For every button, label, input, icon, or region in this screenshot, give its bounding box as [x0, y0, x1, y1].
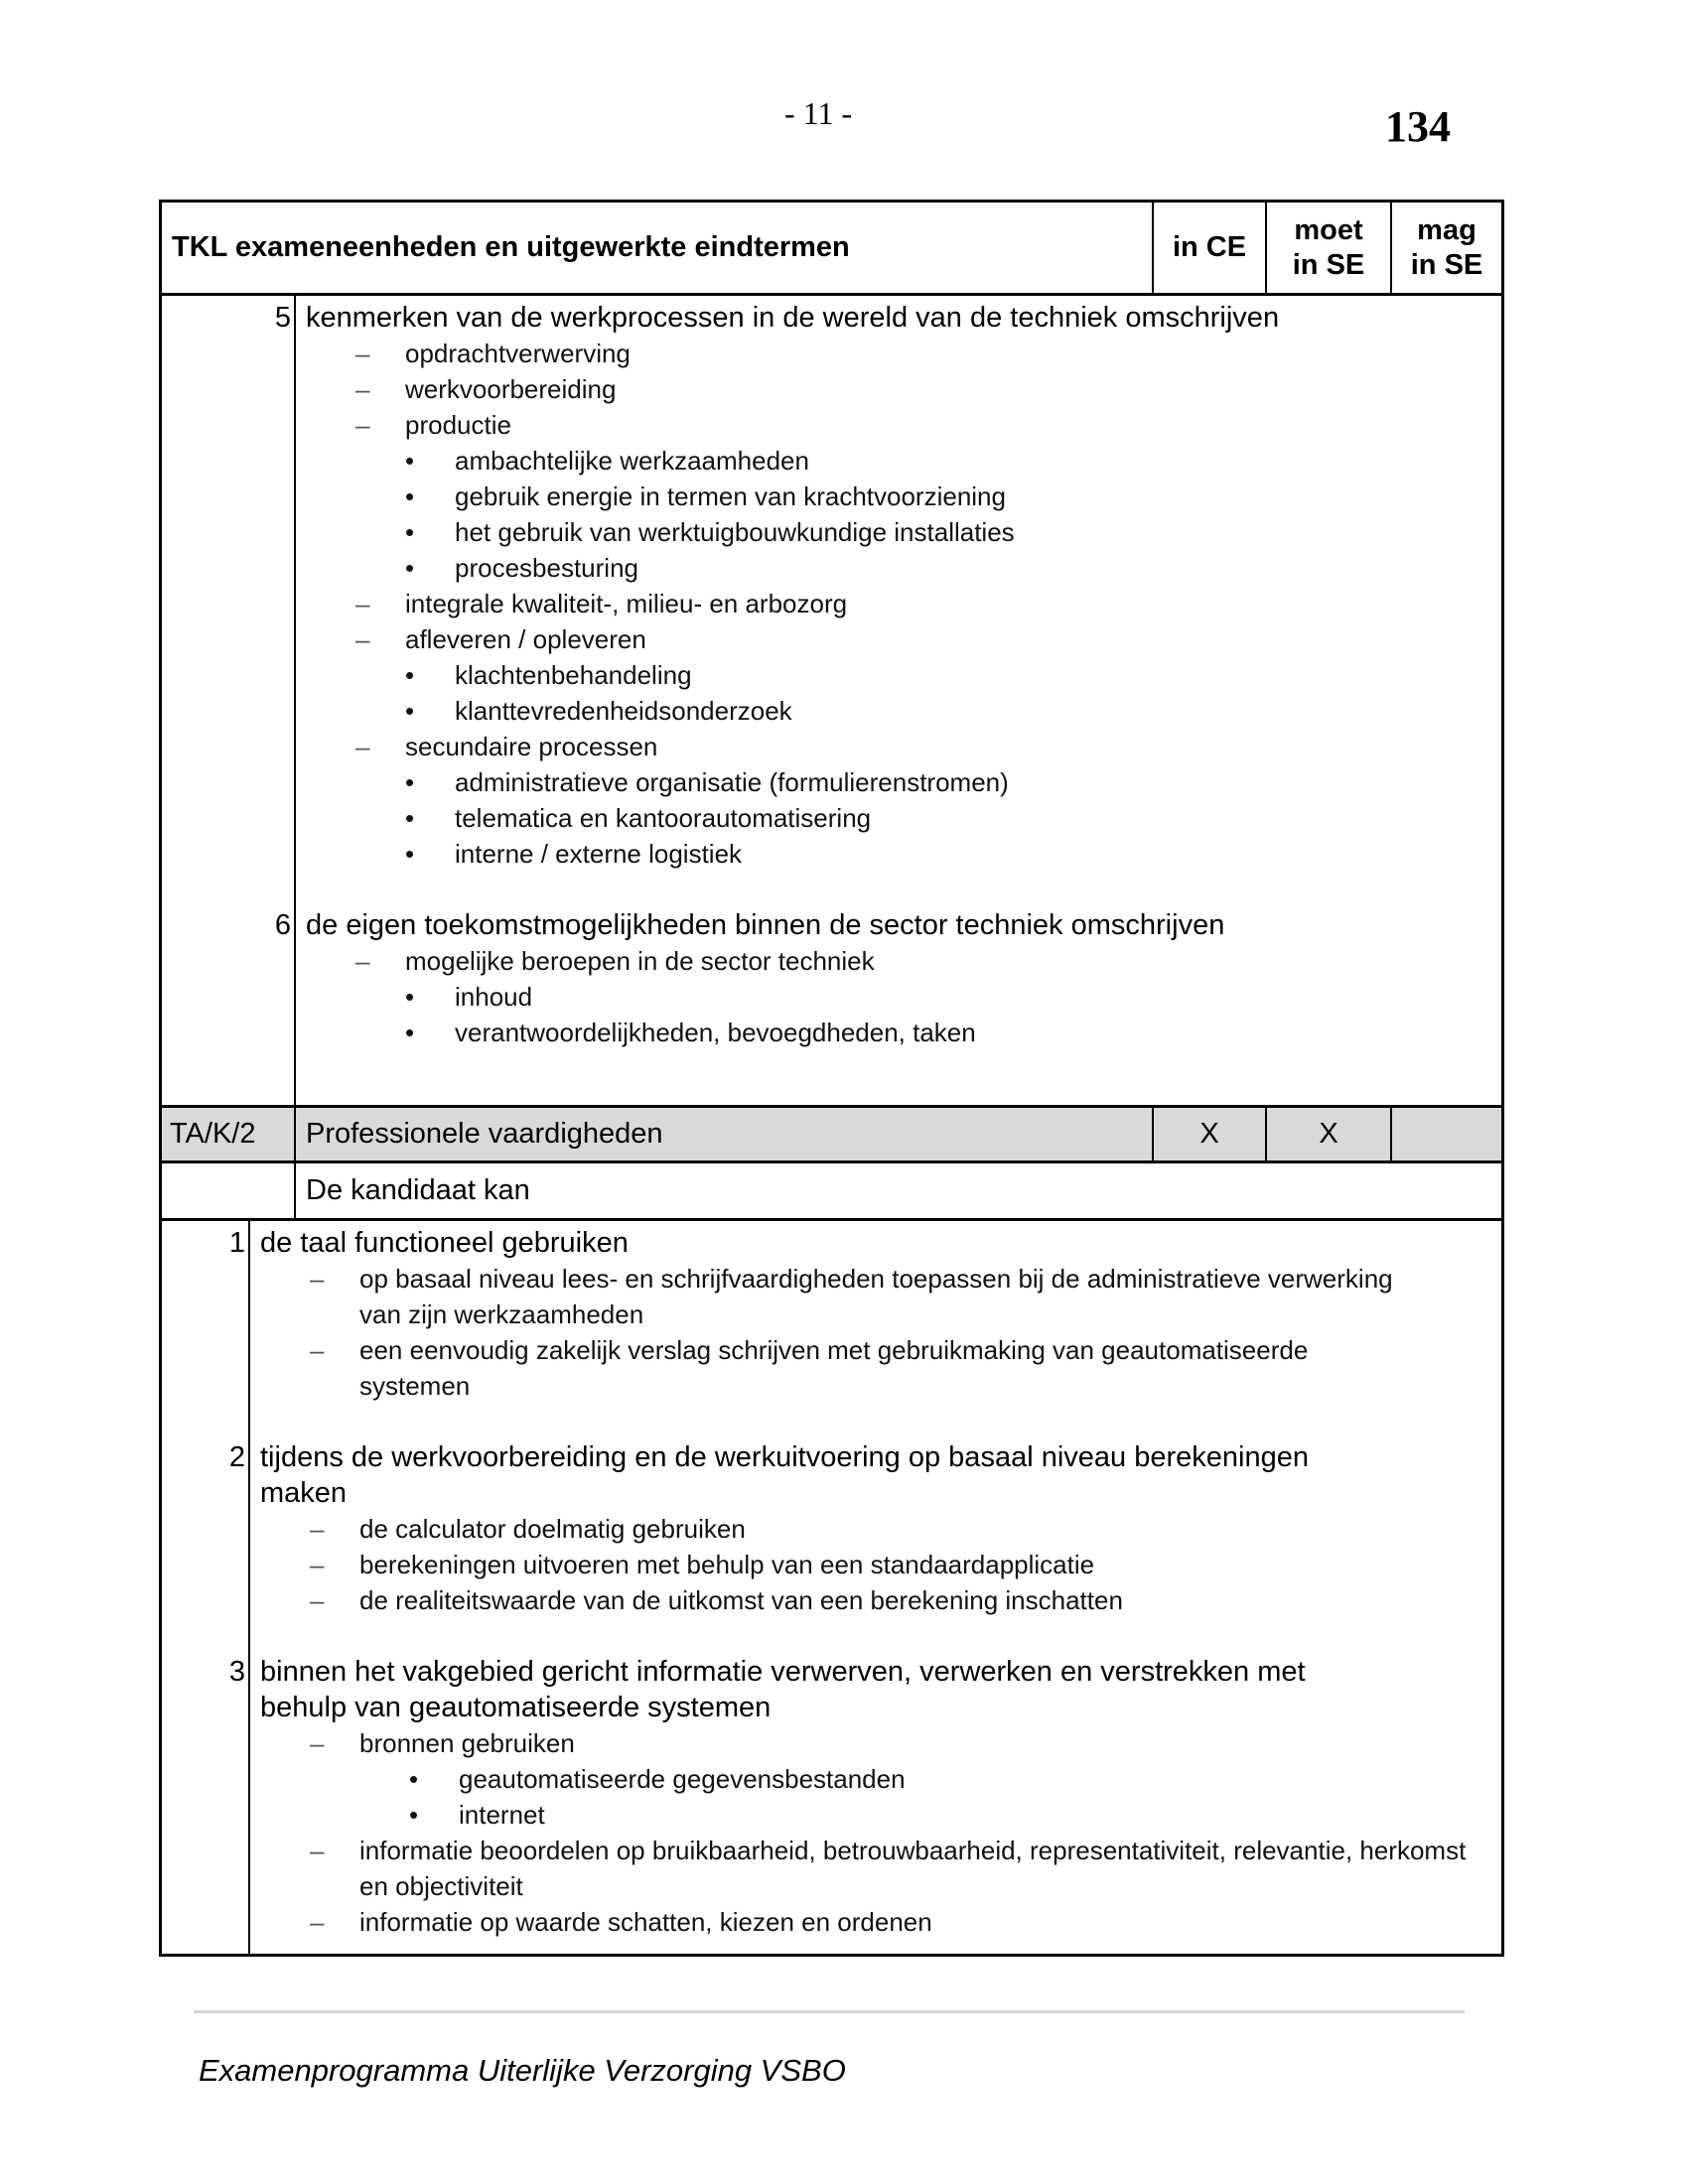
item-number: 3	[228, 1656, 245, 1688]
intro-text: De kandidaat kan	[306, 1174, 530, 1206]
dash-icon: –	[310, 1728, 325, 1758]
item-number: 5	[274, 302, 291, 334]
header-mag-line1: mag	[1417, 213, 1477, 246]
bullet-icon: •	[405, 481, 415, 511]
dash-icon: –	[310, 1514, 325, 1544]
dash-icon: –	[355, 946, 370, 976]
sub-item: – informatie op waarde schatten, kiezen en ordenen	[260, 1904, 1501, 1940]
eindterm-item	[228, 1439, 1362, 1511]
sub-item: – secundaire processen	[306, 729, 1501, 764]
item-number: 2	[228, 1441, 245, 1473]
sub-item: – een eenvoudig zakelijk verslag schrijven met gebruikmaking van geautomatiseerde systemen	[260, 1332, 1402, 1404]
section2-row	[162, 1221, 1501, 1954]
bullet-icon: •	[409, 1764, 419, 1794]
exam-table	[159, 200, 1504, 1957]
bullet-item: • inhoud	[306, 979, 1501, 1015]
unit-in-ce: X	[1152, 1108, 1265, 1160]
eindterm-item	[274, 907, 1501, 943]
sub-item: – werkvoorbereiding	[306, 371, 1501, 407]
unit-code: TA/K/2	[162, 1108, 296, 1160]
dash-icon: –	[310, 1585, 325, 1615]
table-header-row	[162, 203, 1501, 296]
sub-item: – afleveren / opleveren	[306, 621, 1501, 657]
bullet-icon: •	[405, 696, 415, 726]
item-title: tijdens de werkvoorbereiding en de werkuitvoering op basaal niveau berekeningen maken	[260, 1441, 1309, 1509]
bullet-item: • telematica en kantoorautomatisering	[306, 800, 1501, 836]
unit-title: Professionele vaardigheden	[306, 1118, 663, 1150]
footer-divider	[194, 2010, 1465, 2013]
bullet-icon: •	[405, 1018, 415, 1047]
sub-item: – opdrachtverwerving	[306, 336, 1501, 371]
item-title: kenmerken van de werkprocessen in de wereld van de techniek omschrijven	[306, 302, 1280, 334]
sub-item: – integrale kwaliteit-, milieu- en arbozorg	[306, 586, 1501, 621]
bullet-icon: •	[405, 660, 415, 690]
dash-icon: –	[355, 624, 370, 654]
bullet-item: • klanttevredenheidsonderzoek	[306, 693, 1501, 729]
bullet-item: • verantwoordelijkheden, bevoegdheden, taken	[306, 1015, 1501, 1050]
bullet-icon: •	[405, 446, 415, 476]
eindterm-item	[274, 300, 1501, 336]
bullet-item: • het gebruik van werktuigbouwkundige installaties	[306, 514, 1501, 550]
bullet-item: • interne / externe logistiek	[306, 836, 1501, 872]
header-moet-line1: moet	[1294, 213, 1363, 246]
dash-icon: –	[310, 1550, 325, 1579]
footer-title: Examenprogramma Uiterlijke Verzorging VSBO	[199, 2053, 846, 2088]
dash-icon: –	[355, 732, 370, 761]
bullet-item: • klachtenbehandeling	[306, 657, 1501, 693]
dash-icon: –	[355, 410, 370, 440]
bullet-item: • geautomatiseerde gegevensbestanden	[260, 1761, 1501, 1797]
sub-item: – de realiteitswaarde van de uitkomst van een berekening inschatten	[260, 1582, 1501, 1618]
bullet-item: • procesbesturing	[306, 550, 1501, 586]
page-number: - 11 -	[784, 95, 853, 131]
unit-moet-in-se: X	[1265, 1108, 1390, 1160]
unit-row	[162, 1108, 1501, 1163]
sub-item: – mogelijke beroepen in de sector techniek	[306, 943, 1501, 979]
header-in-ce: in CE	[1152, 203, 1265, 293]
bullet-icon: •	[405, 839, 415, 869]
dash-icon: –	[310, 1264, 325, 1294]
header-moet-in-se	[1265, 203, 1390, 293]
bullet-icon: •	[409, 1800, 419, 1830]
header-mag-line2: in SE	[1410, 248, 1483, 281]
sub-item: – informatie beoordelen op bruikbaarheid, betrouwbaarheid, representativiteit, relevantie, herkomst en objectiviteit	[260, 1833, 1501, 1904]
eindterm-item	[228, 1654, 1362, 1725]
item-title: de taal functioneel gebruiken	[260, 1227, 629, 1259]
item-title: binnen het vakgebied gericht informatie verwerven, verwerken en verstrekken met behulp van geautomatiseerde systemen	[260, 1656, 1306, 1723]
eindterm-item	[228, 1225, 1501, 1261]
dash-icon: –	[310, 1836, 325, 1865]
bullet-item: • internet	[260, 1797, 1501, 1833]
item-number: 1	[228, 1227, 245, 1259]
intro-row	[162, 1163, 1501, 1221]
dash-icon: –	[310, 1335, 325, 1365]
bullet-icon: •	[405, 803, 415, 833]
sub-item: – productie	[306, 407, 1501, 443]
header-moet-line2: in SE	[1292, 248, 1365, 281]
unit-mag-in-se	[1390, 1108, 1501, 1160]
dash-icon: –	[355, 374, 370, 404]
header-title: TKL exameneenheden en uitgewerkte eindtermen	[172, 231, 850, 263]
dash-icon: –	[355, 589, 370, 618]
sub-item: – op basaal niveau lees- en schrijfvaardigheden toepassen bij de administratieve verwerking van zijn werkzaamheden	[260, 1261, 1402, 1332]
sub-item: – de calculator doelmatig gebruiken	[260, 1511, 1501, 1547]
section1-row	[162, 296, 1501, 1108]
item-number: 6	[274, 909, 291, 941]
bullet-item: • gebruik energie in termen van krachtvoorziening	[306, 478, 1501, 514]
header-mag-in-se	[1390, 203, 1501, 293]
document-number: 134	[1385, 102, 1451, 151]
bullet-item: • administratieve organisatie (formulierenstromen)	[306, 764, 1501, 800]
bullet-item: • ambachtelijke werkzaamheden	[306, 443, 1501, 478]
dash-icon: –	[310, 1907, 325, 1937]
bullet-icon: •	[405, 767, 415, 797]
sub-item: – bronnen gebruiken	[260, 1725, 1501, 1761]
bullet-icon: •	[405, 982, 415, 1012]
sub-item: – berekeningen uitvoeren met behulp van een standaardapplicatie	[260, 1547, 1501, 1582]
dash-icon: –	[355, 339, 370, 368]
bullet-icon: •	[405, 553, 415, 583]
item-title: de eigen toekomstmogelijkheden binnen de sector techniek omschrijven	[306, 909, 1225, 941]
bullet-icon: •	[405, 517, 415, 547]
